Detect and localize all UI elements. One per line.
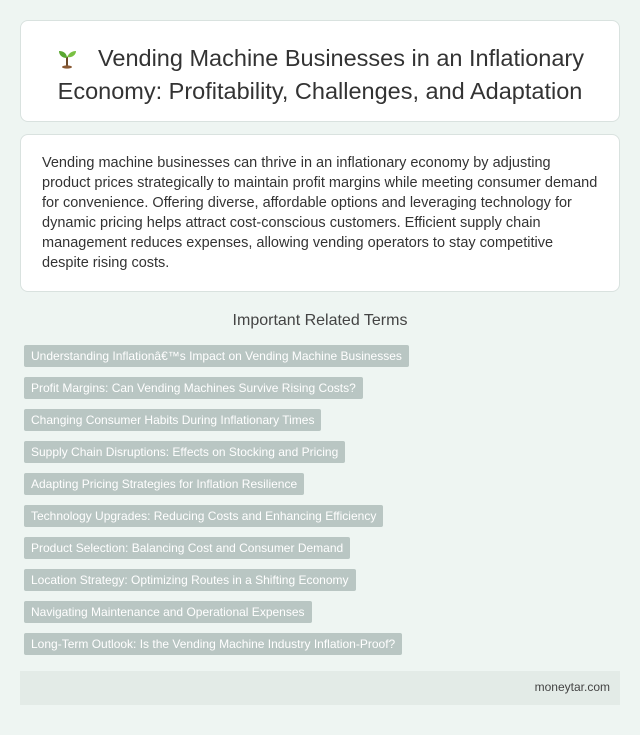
related-term-link[interactable]: Product Selection: Balancing Cost and Consumer Demand	[24, 537, 350, 559]
related-term-link[interactable]: Understanding Inflationâ€™s Impact on Vending Machine Businesses	[24, 345, 409, 367]
summary-card	[20, 134, 620, 292]
related-term-link[interactable]: Navigating Maintenance and Operational Expenses	[24, 601, 312, 623]
summary-text: Vending machine businesses can thrive in an inflationary economy by adjusting product prices strategically to maintain profit margins while meeting consumer demand for convenience. Offering diverse, affordable options and leveraging technology for dynamic pricing helps attract cost-conscious customers. Efficient supply chain management reduces expenses, allowing vending operators to stay competitive despite rising costs.	[42, 155, 598, 271]
sprout-icon	[56, 46, 78, 76]
related-term-link[interactable]: Adapting Pricing Strategies for Inflation Resilience	[24, 473, 304, 495]
footer-bar	[20, 671, 620, 705]
site-link[interactable]: moneytar.com	[534, 680, 610, 694]
title-card	[20, 20, 620, 122]
related-term-link[interactable]: Location Strategy: Optimizing Routes in a Shifting Economy	[24, 569, 356, 591]
page-title-text: Vending Machine Businesses in an Inflationary Economy: Profitability, Challenges, and Adaptation	[57, 45, 584, 104]
related-term-link[interactable]: Profit Margins: Can Vending Machines Survive Rising Costs?	[24, 377, 363, 399]
related-term-link[interactable]: Long-Term Outlook: Is the Vending Machine Industry Inflation-Proof?	[24, 633, 402, 655]
related-terms-heading: Important Related Terms	[232, 312, 408, 329]
related-term-link[interactable]: Supply Chain Disruptions: Effects on Stocking and Pricing	[24, 441, 345, 463]
related-term-link[interactable]: Technology Upgrades: Reducing Costs and Enhancing Efficiency	[24, 505, 383, 527]
page-title	[21, 43, 619, 106]
related-term-link[interactable]: Changing Consumer Habits During Inflationary Times	[24, 409, 321, 431]
